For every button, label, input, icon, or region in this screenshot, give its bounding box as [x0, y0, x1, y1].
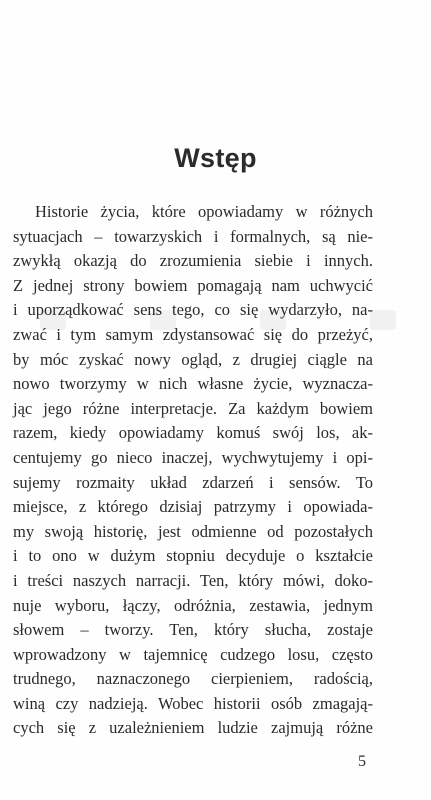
- text-line: my swoją historię, jest odmienne od pozostałych: [13, 521, 373, 541]
- text-line: miejsce, z którego dzisiaj patrzymy i opowiada-: [13, 497, 373, 517]
- page-number: 5: [358, 753, 366, 770]
- text-line: i to ono w dużym stopniu decyduje o kształcie: [13, 546, 373, 566]
- text-line: Historie życia, które opowiadamy w różnych: [35, 202, 373, 221]
- text-line: by móc zyskać nowy ogląd, z drugiej ciągle na: [13, 349, 373, 369]
- text-line: razem, kiedy opowiadamy komuś swój los, ak-: [13, 423, 373, 443]
- text-line: cych się z uzależnieniem ludzie zajmują różne: [13, 718, 373, 738]
- text-line: zwykłą okazją do zrozumienia siebie i innych.: [13, 251, 373, 271]
- chapter-title: Wstęp: [174, 143, 257, 173]
- body-text: [13, 200, 373, 741]
- text-line: winą czy nadzieją. Wobec historii osób zmagają-: [13, 693, 373, 713]
- text-line: wprowadzony w tajemnicę cudzego losu, często: [13, 644, 373, 664]
- text-line: sytuacjach – towarzyskich i formalnych, są nie-: [13, 226, 373, 246]
- text-line: słowem – tworzy. Ten, który słucha, zostaje: [13, 620, 373, 640]
- text-line: i treści naszych narracji. Ten, który mówi, doko-: [13, 570, 373, 590]
- text-line: jąc jego różne interpretacje. Za każdym bowiem: [13, 398, 373, 418]
- text-line: nowo tworzymy w nich własne życie, wyznacza-: [13, 374, 373, 394]
- text-line: nuje wyboru, łączy, odróżnia, zestawia, jednym: [13, 595, 373, 615]
- text-line: i uporządkować sens tego, co się wydarzyło, na-: [13, 300, 373, 320]
- text-line: Z jednej strony bowiem pomagają nam uchwycić: [13, 275, 373, 295]
- text-line: trudnego, naznaczonego cierpieniem, radością,: [13, 669, 373, 689]
- text-line: centujemy go nieco inaczej, wychwytujemy i opi-: [13, 447, 373, 467]
- text-line: sujemy rozmaity układ zdarzeń i sensów. To: [13, 472, 373, 492]
- text-line: zwać i tym samym zdystansować się do przeżyć,: [13, 324, 373, 344]
